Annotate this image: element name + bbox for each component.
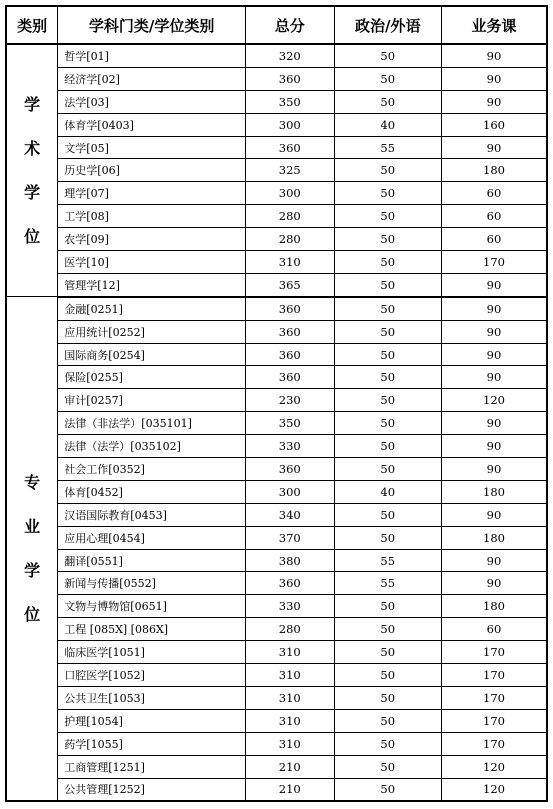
total-cell: 310 xyxy=(245,732,334,755)
business-cell: 170 xyxy=(441,641,547,664)
total-cell: 360 xyxy=(245,343,334,366)
discipline-cell: 公共管理[1252] xyxy=(58,778,246,801)
politics-foreign-cell: 50 xyxy=(334,732,441,755)
discipline-cell: 新闻与传播[0552] xyxy=(58,572,246,595)
business-cell: 120 xyxy=(441,778,547,801)
table-row xyxy=(6,297,547,320)
politics-foreign-cell: 50 xyxy=(334,412,441,435)
discipline-cell: 理学[07] xyxy=(58,182,246,205)
discipline-cell: 审计[0257] xyxy=(58,389,246,412)
politics-foreign-cell: 50 xyxy=(334,389,441,412)
total-cell: 280 xyxy=(245,618,334,641)
discipline-cell: 工商管理[1251] xyxy=(58,755,246,778)
total-cell: 360 xyxy=(245,458,334,481)
discipline-cell: 医学[10] xyxy=(58,251,246,274)
business-cell: 90 xyxy=(441,273,547,296)
table-row xyxy=(6,67,547,90)
total-cell: 310 xyxy=(245,664,334,687)
business-cell: 90 xyxy=(441,503,547,526)
total-cell: 300 xyxy=(245,182,334,205)
business-cell: 90 xyxy=(441,572,547,595)
discipline-cell: 法学[03] xyxy=(58,90,246,113)
table-row xyxy=(6,755,547,778)
table-row xyxy=(6,686,547,709)
discipline-cell: 临床医学[1051] xyxy=(58,641,246,664)
table-row xyxy=(6,778,547,801)
total-cell: 330 xyxy=(245,595,334,618)
discipline-cell: 应用心理[0454] xyxy=(58,526,246,549)
business-cell: 170 xyxy=(441,732,547,755)
table-row xyxy=(6,228,547,251)
business-cell: 170 xyxy=(441,709,547,732)
business-cell: 90 xyxy=(441,297,547,320)
politics-foreign-cell: 55 xyxy=(334,572,441,595)
business-cell: 180 xyxy=(441,480,547,503)
discipline-cell: 经济学[02] xyxy=(58,67,246,90)
business-cell: 90 xyxy=(441,366,547,389)
total-cell: 310 xyxy=(245,686,334,709)
total-cell: 365 xyxy=(245,273,334,296)
table-row xyxy=(6,113,547,136)
category-char: 位 xyxy=(24,226,41,246)
business-cell: 170 xyxy=(441,251,547,274)
category-char: 学 xyxy=(24,560,41,580)
table-row xyxy=(6,618,547,641)
category-cell xyxy=(6,297,58,802)
total-cell: 360 xyxy=(245,297,334,320)
politics-foreign-cell: 55 xyxy=(334,136,441,159)
table-row xyxy=(6,549,547,572)
discipline-cell: 法律（法学）[035102] xyxy=(58,435,246,458)
politics-foreign-cell: 50 xyxy=(334,778,441,801)
table-header-row xyxy=(6,6,547,44)
total-cell: 350 xyxy=(245,412,334,435)
header-politics-foreign: 政治/外语 xyxy=(334,6,441,44)
politics-foreign-cell: 50 xyxy=(334,435,441,458)
business-cell: 90 xyxy=(441,412,547,435)
discipline-cell: 翻译[0551] xyxy=(58,549,246,572)
header-business: 业务课 xyxy=(441,6,547,44)
politics-foreign-cell: 50 xyxy=(334,343,441,366)
business-cell: 90 xyxy=(441,320,547,343)
total-cell: 280 xyxy=(245,205,334,228)
total-cell: 280 xyxy=(245,228,334,251)
discipline-cell: 药学[1055] xyxy=(58,732,246,755)
politics-foreign-cell: 50 xyxy=(334,159,441,182)
discipline-cell: 法律（非法学）[035101] xyxy=(58,412,246,435)
total-cell: 300 xyxy=(245,113,334,136)
table-row xyxy=(6,366,547,389)
politics-foreign-cell: 50 xyxy=(334,366,441,389)
total-cell: 310 xyxy=(245,641,334,664)
total-cell: 340 xyxy=(245,503,334,526)
business-cell: 90 xyxy=(441,44,547,67)
politics-foreign-cell: 50 xyxy=(334,458,441,481)
politics-foreign-cell: 55 xyxy=(334,549,441,572)
header-category: 类别 xyxy=(6,6,58,44)
total-cell: 350 xyxy=(245,90,334,113)
category-char: 业 xyxy=(24,516,41,536)
table-row xyxy=(6,159,547,182)
discipline-cell: 国际商务[0254] xyxy=(58,343,246,366)
discipline-cell: 哲学[01] xyxy=(58,44,246,67)
header-total: 总分 xyxy=(245,6,334,44)
business-cell: 170 xyxy=(441,686,547,709)
discipline-cell: 工学[08] xyxy=(58,205,246,228)
politics-foreign-cell: 50 xyxy=(334,251,441,274)
business-cell: 180 xyxy=(441,595,547,618)
total-cell: 310 xyxy=(245,251,334,274)
table-row xyxy=(6,343,547,366)
business-cell: 120 xyxy=(441,755,547,778)
discipline-cell: 汉语国际教育[0453] xyxy=(58,503,246,526)
business-cell: 120 xyxy=(441,389,547,412)
category-cell xyxy=(6,44,58,297)
discipline-cell: 体育学[0403] xyxy=(58,113,246,136)
table-row xyxy=(6,320,547,343)
table-row xyxy=(6,595,547,618)
header-discipline: 学科门类/学位类别 xyxy=(58,6,246,44)
table-row xyxy=(6,273,547,296)
table-row xyxy=(6,251,547,274)
politics-foreign-cell: 50 xyxy=(334,44,441,67)
category-char: 位 xyxy=(24,604,41,624)
discipline-cell: 文物与博物馆[0651] xyxy=(58,595,246,618)
discipline-cell: 金融[0251] xyxy=(58,297,246,320)
total-cell: 325 xyxy=(245,159,334,182)
score-threshold-table xyxy=(5,5,548,802)
total-cell: 230 xyxy=(245,389,334,412)
business-cell: 60 xyxy=(441,205,547,228)
table-row xyxy=(6,664,547,687)
total-cell: 210 xyxy=(245,778,334,801)
total-cell: 300 xyxy=(245,480,334,503)
discipline-cell: 农学[09] xyxy=(58,228,246,251)
politics-foreign-cell: 50 xyxy=(334,755,441,778)
table-row xyxy=(6,641,547,664)
politics-foreign-cell: 50 xyxy=(334,595,441,618)
total-cell: 380 xyxy=(245,549,334,572)
table-row xyxy=(6,136,547,159)
table-row xyxy=(6,480,547,503)
business-cell: 60 xyxy=(441,182,547,205)
discipline-cell: 工程 [085X] [086X] xyxy=(58,618,246,641)
business-cell: 60 xyxy=(441,618,547,641)
discipline-cell: 护理[1054] xyxy=(58,709,246,732)
discipline-cell: 体育[0452] xyxy=(58,480,246,503)
discipline-cell: 管理学[12] xyxy=(58,273,246,296)
discipline-cell: 公共卫生[1053] xyxy=(58,686,246,709)
total-cell: 360 xyxy=(245,136,334,159)
business-cell: 90 xyxy=(441,343,547,366)
politics-foreign-cell: 50 xyxy=(334,664,441,687)
table-row xyxy=(6,732,547,755)
table-row xyxy=(6,182,547,205)
politics-foreign-cell: 50 xyxy=(334,526,441,549)
politics-foreign-cell: 50 xyxy=(334,228,441,251)
table-row xyxy=(6,412,547,435)
politics-foreign-cell: 50 xyxy=(334,320,441,343)
discipline-cell: 保险[0255] xyxy=(58,366,246,389)
table-row xyxy=(6,526,547,549)
politics-foreign-cell: 50 xyxy=(334,709,441,732)
total-cell: 330 xyxy=(245,435,334,458)
category-char: 术 xyxy=(24,138,41,158)
discipline-cell: 历史学[06] xyxy=(58,159,246,182)
politics-foreign-cell: 50 xyxy=(334,67,441,90)
discipline-cell: 文学[05] xyxy=(58,136,246,159)
business-cell: 90 xyxy=(441,136,547,159)
business-cell: 90 xyxy=(441,458,547,481)
table-body xyxy=(6,44,547,801)
politics-foreign-cell: 50 xyxy=(334,90,441,113)
politics-foreign-cell: 50 xyxy=(334,297,441,320)
politics-foreign-cell: 50 xyxy=(334,205,441,228)
total-cell: 210 xyxy=(245,755,334,778)
total-cell: 310 xyxy=(245,709,334,732)
discipline-cell: 口腔医学[1052] xyxy=(58,664,246,687)
table-row xyxy=(6,503,547,526)
business-cell: 60 xyxy=(441,228,547,251)
total-cell: 360 xyxy=(245,320,334,343)
business-cell: 90 xyxy=(441,67,547,90)
total-cell: 320 xyxy=(245,44,334,67)
table-row xyxy=(6,458,547,481)
politics-foreign-cell: 50 xyxy=(334,686,441,709)
politics-foreign-cell: 50 xyxy=(334,273,441,296)
total-cell: 360 xyxy=(245,572,334,595)
business-cell: 160 xyxy=(441,113,547,136)
discipline-cell: 社会工作[0352] xyxy=(58,458,246,481)
business-cell: 180 xyxy=(441,159,547,182)
politics-foreign-cell: 40 xyxy=(334,480,441,503)
category-char: 专 xyxy=(24,472,41,492)
table-row xyxy=(6,44,547,67)
total-cell: 370 xyxy=(245,526,334,549)
discipline-cell: 应用统计[0252] xyxy=(58,320,246,343)
business-cell: 170 xyxy=(441,664,547,687)
table-row xyxy=(6,572,547,595)
category-char: 学 xyxy=(24,182,41,202)
politics-foreign-cell: 50 xyxy=(334,503,441,526)
total-cell: 360 xyxy=(245,366,334,389)
politics-foreign-cell: 40 xyxy=(334,113,441,136)
politics-foreign-cell: 50 xyxy=(334,618,441,641)
category-char: 学 xyxy=(24,94,41,114)
business-cell: 90 xyxy=(441,549,547,572)
politics-foreign-cell: 50 xyxy=(334,641,441,664)
table-row xyxy=(6,389,547,412)
total-cell: 360 xyxy=(245,67,334,90)
table-row xyxy=(6,205,547,228)
business-cell: 90 xyxy=(441,90,547,113)
business-cell: 180 xyxy=(441,526,547,549)
politics-foreign-cell: 50 xyxy=(334,182,441,205)
business-cell: 90 xyxy=(441,435,547,458)
table-row xyxy=(6,709,547,732)
table-row xyxy=(6,90,547,113)
table-row xyxy=(6,435,547,458)
